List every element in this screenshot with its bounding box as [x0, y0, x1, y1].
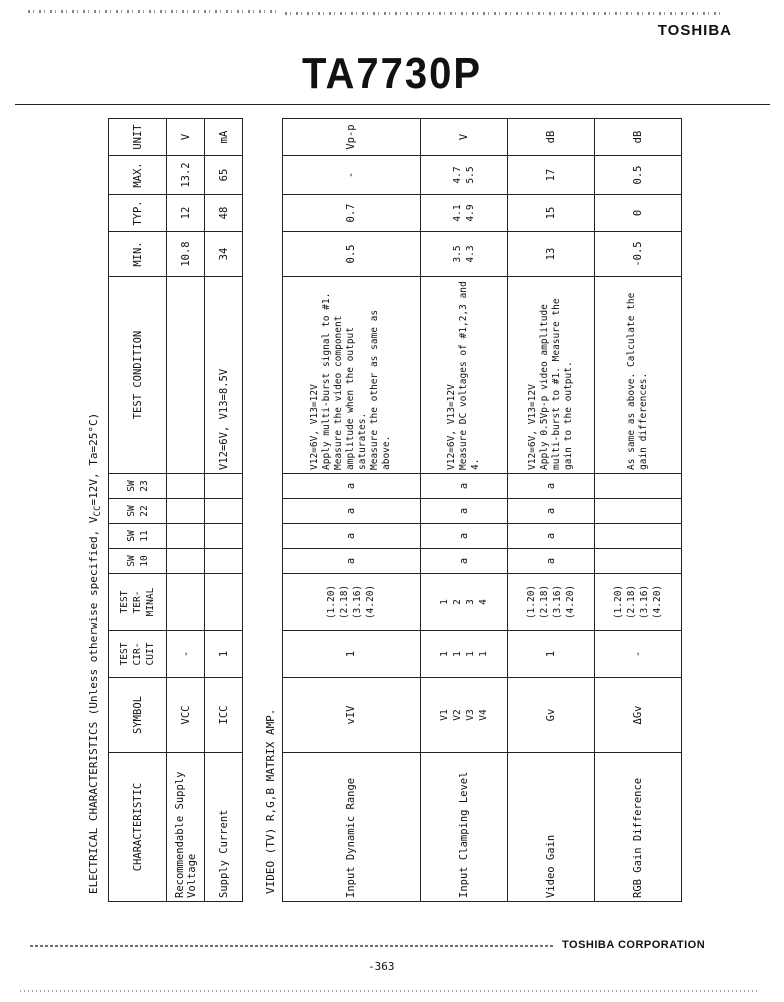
row-sw23: a — [507, 474, 594, 499]
row-unit: Vp-p — [283, 119, 421, 156]
row-characteristic: Input Clamping Level — [420, 753, 507, 902]
row-terminals: (1.20) (2.18) (3.16) (4.20) — [594, 574, 681, 631]
row-typ: 0 — [594, 195, 681, 232]
row-min: 3.5 4.3 — [420, 232, 507, 277]
row-typ: 15 — [507, 195, 594, 232]
scan-noise-bottom — [20, 990, 760, 992]
row-min: -0.5 — [594, 232, 681, 277]
row-max: 13.2 — [167, 156, 205, 195]
table-row — [205, 119, 243, 902]
header-sw11: SW 11 — [109, 524, 167, 549]
row-sw10: a — [420, 549, 507, 574]
row-characteristic: RGB Gain Difference — [594, 753, 681, 902]
table-header-row — [109, 119, 167, 902]
header-characteristic: CHARACTERISTIC — [109, 753, 167, 902]
row-characteristic: Input Dynamic Range — [283, 753, 421, 902]
row-sw23 — [594, 474, 681, 499]
row-condition: V12=6V, V13=12V Measure DC voltages of #1,2,3 and 4. — [420, 277, 507, 474]
row-sw23: a — [420, 474, 507, 499]
row-unit: dB — [507, 119, 594, 156]
row-symbol: V1 V2 V3 V4 — [420, 678, 507, 753]
footer-rule — [30, 945, 555, 947]
row-unit: V — [167, 119, 205, 156]
row-condition: V12=6V, V13=12V Apply 0.5Vp-p video amplitude multi-burst to #1. Measure the gain to the output. — [507, 277, 594, 474]
row-condition: V12=6V, V13=12V Apply multi-burst signal to #1. Measure the video component amplitude when the output saturates. Measure the other as same as above. — [283, 277, 421, 474]
row-typ: 12 — [167, 195, 205, 232]
row-circuit: 1 1 1 1 — [420, 631, 507, 678]
row-symbol: Gv — [507, 678, 594, 753]
table1-caption: ELECTRICAL CHARACTERISTICS (Unless otherwise specified, $V_{CC}=12V$, Ta=25°C) — [87, 412, 104, 894]
row-sw22: a — [420, 499, 507, 524]
row-unit: V — [420, 119, 507, 156]
row-unit: mA — [205, 119, 243, 156]
page-number: -363 — [368, 960, 395, 973]
row-circuit: - — [594, 631, 681, 678]
row-symbol: ICC — [205, 678, 243, 753]
row-min: 13 — [507, 232, 594, 277]
table2-caption: VIDEO (TV) R,G,B MATRIX AMP. — [264, 708, 277, 894]
row-condition: V12=6V, V13=8.5V — [205, 277, 243, 474]
video-matrix-amp-table — [282, 118, 682, 902]
row-sw22: a — [507, 499, 594, 524]
row-typ: 0.7 — [283, 195, 421, 232]
row-sw10: a — [283, 549, 421, 574]
table-row — [507, 119, 594, 902]
row-symbol: vIV — [283, 678, 421, 753]
table-row — [283, 119, 421, 902]
header-sw23: SW 23 — [109, 474, 167, 499]
rotated-spec-tables — [86, 110, 686, 902]
row-sw11: a — [420, 524, 507, 549]
electrical-characteristics-table — [108, 118, 243, 902]
header-test-terminal: TEST TER- MINAL — [109, 574, 167, 631]
row-characteristic: Supply Current — [205, 753, 243, 902]
row-circuit: 1 — [205, 631, 243, 678]
row-typ: 48 — [205, 195, 243, 232]
row-characteristic: Recommendable Supply Voltage — [167, 753, 205, 902]
row-sw22: a — [283, 499, 421, 524]
header-typ: TYP. — [109, 195, 167, 232]
row-min: 10.8 — [167, 232, 205, 277]
row-condition: As same as above. Calculate the gain differences. — [594, 277, 681, 474]
row-symbol: ΔGv — [594, 678, 681, 753]
header-unit: UNIT — [109, 119, 167, 156]
row-sw11 — [594, 524, 681, 549]
row-min: 0.5 — [283, 232, 421, 277]
header-sw10: SW 10 — [109, 549, 167, 574]
row-sw10: a — [507, 549, 594, 574]
row-max: 0.5 — [594, 156, 681, 195]
row-max: 17 — [507, 156, 594, 195]
row-characteristic: Video Gain — [507, 753, 594, 902]
header-max: MAX. — [109, 156, 167, 195]
row-max: 65 — [205, 156, 243, 195]
header-rule — [15, 104, 770, 105]
row-unit: dB — [594, 119, 681, 156]
row-circuit: - — [167, 631, 205, 678]
table-row — [594, 119, 681, 902]
row-circuit: 1 — [507, 631, 594, 678]
row-sw11: a — [283, 524, 421, 549]
header-test-condition: TEST CONDITION — [109, 277, 167, 474]
row-terminals: 1 2 3 4 — [420, 574, 507, 631]
row-terminals: (1.20) (2.18) (3.16) (4.20) — [507, 574, 594, 631]
row-condition — [167, 277, 205, 474]
row-sw23: a — [283, 474, 421, 499]
table-row — [420, 119, 507, 902]
corporation-name: TOSHIBA CORPORATION — [562, 939, 706, 951]
row-min: 34 — [205, 232, 243, 277]
header-symbol: SYMBOL — [109, 678, 167, 753]
row-terminals: (1.20) (2.18) (3.16) (4.20) — [283, 574, 421, 631]
header-test-circuit: TEST CIR- CUIT — [109, 631, 167, 678]
row-sw22 — [594, 499, 681, 524]
row-max: 4.7 5.5 — [420, 156, 507, 195]
header-sw22: SW 22 — [109, 499, 167, 524]
row-circuit: 1 — [283, 631, 421, 678]
part-number-title: TA7730P — [301, 50, 482, 98]
brand-logo: TOSHIBA — [657, 22, 732, 39]
scan-noise-top — [28, 10, 278, 13]
row-max: - — [283, 156, 421, 195]
row-typ: 4.1 4.9 — [420, 195, 507, 232]
row-symbol: VCC — [167, 678, 205, 753]
row-sw10 — [594, 549, 681, 574]
header-min: MIN. — [109, 232, 167, 277]
scan-noise-top-right — [285, 12, 725, 15]
table-row — [167, 119, 205, 902]
row-sw11: a — [507, 524, 594, 549]
